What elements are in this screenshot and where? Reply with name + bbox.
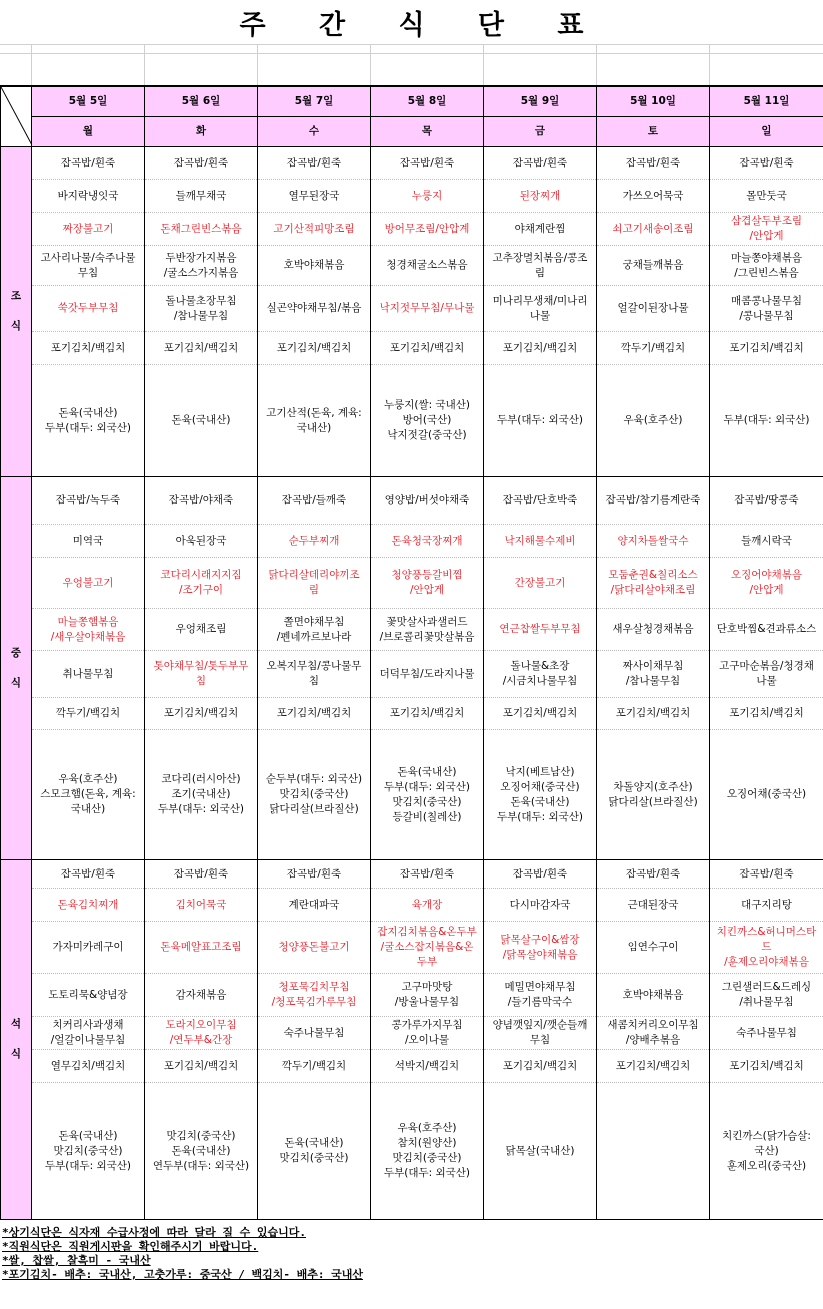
meal-label: 석 식: [1, 860, 32, 1220]
menu-item-cell: 도토리묵&양념장: [32, 974, 145, 1017]
menu-item-cell: 고구마맛탕 /방울나물무침: [371, 974, 484, 1017]
menu-row: [1, 286, 823, 332]
menu-item-cell: 포기김치/백김치: [32, 332, 145, 365]
date-cell: 5월 11일: [710, 87, 823, 117]
date-cell: 5월 10일: [597, 87, 710, 117]
day-cell: 금: [484, 117, 597, 147]
menu-item-cell: 포기김치/백김치: [258, 698, 371, 730]
origin-info-cell: 누룽지(쌀: 국내산) 방어(국산) 낙지젓갈(중국산): [371, 365, 484, 477]
menu-item-cell: 매콤콩나물무침 /콩나물무침: [710, 286, 823, 332]
menu-item-cell: 고사리나물/숙주나물 무침: [32, 246, 145, 286]
menu-item-cell: 잡곡밥/흰죽: [710, 147, 823, 180]
menu-item-cell: 고추장멸치볶음/콩조 림: [484, 246, 597, 286]
menu-item-cell: 오복지무침/콩나물무 침: [258, 651, 371, 698]
menu-item-cell: 바지락냉잇국: [32, 180, 145, 213]
menu-item-cell: 영양밥/버섯야채죽: [371, 477, 484, 525]
menu-item-cell: 톳야채무침/톳두부무 침: [145, 651, 258, 698]
menu-row: [1, 651, 823, 698]
origin-info-cell: 고기산적(돈육, 계육: 국내산): [258, 365, 371, 477]
menu-item-cell: 모둠춘권&칠리소스 /닭다리살야채조림: [597, 558, 710, 609]
menu-item-cell: 잡곡밥/흰죽: [371, 860, 484, 889]
date-cell: 5월 6일: [145, 87, 258, 117]
note-line: *포기김치- 배추: 국내산, 고춧가루: 중국산 / 백김치- 배추: 국내산: [2, 1268, 363, 1281]
menu-item-cell: 양념깻잎지/깻순들깨 무침: [484, 1017, 597, 1050]
menu-item-cell: 낙지젓무무침/무나물: [371, 286, 484, 332]
menu-item-cell: 고기산적피망조림: [258, 213, 371, 246]
menu-item-cell: 돌나물초장무침 /참나물무침: [145, 286, 258, 332]
menu-item-cell: 석박지/백김치: [371, 1050, 484, 1083]
date-cell: 5월 5일: [32, 87, 145, 117]
origin-info-cell: 돈육(국내산): [145, 365, 258, 477]
menu-item-cell: 청경채굴소스볶음: [371, 246, 484, 286]
menu-item-cell: 잡곡밥/흰죽: [484, 860, 597, 889]
menu-item-cell: 깍두기/백김치: [32, 698, 145, 730]
origin-info-cell: 맛김치(중국산) 돈육(국내산) 연두부(대두: 외국산): [145, 1083, 258, 1220]
origin-info-cell: 순두부(대두: 외국산) 맛김치(중국산) 닭다리살(브라질산): [258, 730, 371, 860]
menu-row: [1, 1017, 823, 1050]
menu-item-cell: 잡곡밥/땅콩죽: [710, 477, 823, 525]
menu-item-cell: 방어무조림/안압계: [371, 213, 484, 246]
date-cell: 5월 9일: [484, 87, 597, 117]
menu-item-cell: 잡곡밥/단호박죽: [484, 477, 597, 525]
menu-item-cell: 육개장: [371, 889, 484, 922]
origin-info-cell: 닭목살(국내산): [484, 1083, 597, 1220]
note-line: *상기식단은 식자재 수급사정에 따라 달라 질 수 있습니다.: [2, 1226, 306, 1239]
title-bar: [0, 0, 823, 45]
origin-info-cell: 돈육(국내산) 두부(대두: 외국산) 맛김치(중국산) 등갈비(칠레산): [371, 730, 484, 860]
menu-item-cell: 잡곡밥/흰죽: [258, 860, 371, 889]
menu-row: [1, 246, 823, 286]
meal-label: 조 식: [1, 147, 32, 477]
corner-cell: [1, 87, 32, 147]
menu-item-cell: 낙지해물수제비: [484, 525, 597, 558]
origin-info-cell: 우육(호주산): [597, 365, 710, 477]
origin-info-cell: 치킨까스(닭가슴살: 국산) 훈제오리(중국산): [710, 1083, 823, 1220]
menu-row: [1, 365, 823, 477]
menu-item-cell: 마늘쫑햄볶음 /새우살야채볶음: [32, 609, 145, 651]
menu-item-cell: 연근찹쌀두부무침: [484, 609, 597, 651]
menu-item-cell: 포기김치/백김치: [597, 698, 710, 730]
menu-row: [1, 730, 823, 860]
menu-item-cell: 포기김치/백김치: [484, 698, 597, 730]
menu-row: [1, 213, 823, 246]
menu-item-cell: 숙주나물무침: [258, 1017, 371, 1050]
menu-item-cell: 누룽지: [371, 180, 484, 213]
menu-item-cell: 잡곡밥/흰죽: [258, 147, 371, 180]
menu-item-cell: 잡곡밥/흰죽: [597, 147, 710, 180]
blank-spacer-rows: [0, 45, 823, 86]
menu-row: [1, 609, 823, 651]
menu-item-cell: 새우살청경채볶음: [597, 609, 710, 651]
menu-item-cell: 아욱된장국: [145, 525, 258, 558]
menu-item-cell: 취나물무침: [32, 651, 145, 698]
menu-item-cell: 돌나물&초장 /시금치나물무침: [484, 651, 597, 698]
note-line: *직원식단은 직원게시판을 확인해주시기 바랍니다.: [2, 1240, 259, 1253]
menu-row: [1, 922, 823, 974]
menu-item-cell: 포기김치/백김치: [258, 332, 371, 365]
menu-row: [1, 525, 823, 558]
menu-item-cell: 다시마감자국: [484, 889, 597, 922]
menu-item-cell: 우엉불고기: [32, 558, 145, 609]
menu-row: [1, 974, 823, 1017]
menu-item-cell: 숙주나물무침: [710, 1017, 823, 1050]
menu-item-cell: 열무된장국: [258, 180, 371, 213]
menu-item-cell: 감자채볶음: [145, 974, 258, 1017]
menu-item-cell: 포기김치/백김치: [484, 332, 597, 365]
day-cell: 일: [710, 117, 823, 147]
menu-item-cell: 닭다리살데리야끼조 림: [258, 558, 371, 609]
menu-item-cell: 잡곡밥/흰죽: [145, 147, 258, 180]
menu-item-cell: 돈육청국장찌개: [371, 525, 484, 558]
menu-item-cell: 된장찌개: [484, 180, 597, 213]
menu-item-cell: 열무김치/백김치: [32, 1050, 145, 1083]
menu-item-cell: 포기김치/백김치: [710, 332, 823, 365]
date-cell: 5월 8일: [371, 87, 484, 117]
menu-row: [1, 1050, 823, 1083]
menu-body: [1, 147, 823, 1220]
menu-item-cell: 대구지리탕: [710, 889, 823, 922]
note-line: *쌀, 찹쌀, 찰흑미 - 국내산: [2, 1254, 151, 1267]
menu-item-cell: 짜사이채무침 /참나물무침: [597, 651, 710, 698]
day-cell: 수: [258, 117, 371, 147]
menu-item-cell: 그린샐러드&드레싱 /취나물무침: [710, 974, 823, 1017]
menu-item-cell: 돈육김치찌개: [32, 889, 145, 922]
menu-item-cell: 몰만둣국: [710, 180, 823, 213]
day-cell: 월: [32, 117, 145, 147]
menu-item-cell: 쫄면야채무침 /펜네까르보나라: [258, 609, 371, 651]
menu-item-cell: 닭목살구이&쌈장 /닭목살야채볶음: [484, 922, 597, 974]
menu-row: [1, 332, 823, 365]
menu-item-cell: 잡곡밥/흰죽: [484, 147, 597, 180]
weekly-menu-table: [0, 86, 823, 1220]
menu-item-cell: 임연수구이: [597, 922, 710, 974]
menu-item-cell: 포기김치/백김치: [484, 1050, 597, 1083]
menu-item-cell: 오징어야채볶음 /안압게: [710, 558, 823, 609]
menu-item-cell: 실곤약야채무침/볶음: [258, 286, 371, 332]
day-cell: 토: [597, 117, 710, 147]
menu-item-cell: 호박야채볶음: [258, 246, 371, 286]
menu-item-cell: 잡곡밥/참기름계란죽: [597, 477, 710, 525]
origin-info-cell: [597, 1083, 710, 1220]
day-cell: 목: [371, 117, 484, 147]
origin-info-cell: 돈육(국내산) 맛김치(중국산) 두부(대두: 외국산): [32, 1083, 145, 1220]
menu-item-cell: 콩가루가지무침 /오이나물: [371, 1017, 484, 1050]
menu-row: [1, 889, 823, 922]
menu-item-cell: 고구마순볶음/청경채 나물: [710, 651, 823, 698]
menu-item-cell: 포기김치/백김치: [145, 332, 258, 365]
date-cell: 5월 7일: [258, 87, 371, 117]
menu-item-cell: 김치어묵국: [145, 889, 258, 922]
menu-item-cell: 치커리사과생채 /얼갈이나물무침: [32, 1017, 145, 1050]
menu-item-cell: 포기김치/백김치: [371, 332, 484, 365]
menu-item-cell: 잡지김치볶음&온두부 /굴소스잡지볶음&온 두부: [371, 922, 484, 974]
menu-item-cell: 잡곡밥/흰죽: [597, 860, 710, 889]
menu-row: [1, 1083, 823, 1220]
origin-info-cell: 두부(대두: 외국산): [484, 365, 597, 477]
menu-item-cell: 삼겹살두부조림 /안압게: [710, 213, 823, 246]
menu-item-cell: 잡곡밥/흰죽: [371, 147, 484, 180]
menu-item-cell: 잡곡밥/흰죽: [32, 147, 145, 180]
menu-item-cell: 포기김치/백김치: [710, 1050, 823, 1083]
menu-item-cell: 잡곡밥/흰죽: [710, 860, 823, 889]
menu-item-cell: 돈채그린빈스볶음: [145, 213, 258, 246]
origin-info-cell: 차돌양지(호주산) 닭다리살(브라질산): [597, 730, 710, 860]
day-header-row: [1, 117, 823, 147]
menu-item-cell: 마늘쫑야채볶음 /그린빈스볶음: [710, 246, 823, 286]
menu-item-cell: 짜장불고기: [32, 213, 145, 246]
menu-item-cell: 양지차돌쌀국수: [597, 525, 710, 558]
menu-item-cell: 돈육메알표고조림: [145, 922, 258, 974]
diagonal-line-icon: [1, 87, 32, 145]
menu-item-cell: 깍두기/백김치: [597, 332, 710, 365]
menu-item-cell: 포기김치/백김치: [371, 698, 484, 730]
menu-item-cell: 청포묵김치무침 /청포묵김가루무침: [258, 974, 371, 1017]
menu-row: [1, 180, 823, 213]
notes-section: [0, 1226, 823, 1282]
menu-row: [1, 147, 823, 180]
menu-item-cell: 코다리시래지지짐 /조기구이: [145, 558, 258, 609]
page-title: 주 간 식 단 표: [239, 9, 606, 41]
menu-item-cell: 잡곡밥/들깨죽: [258, 477, 371, 525]
origin-info-cell: 돈육(국내산) 두부(대두: 외국산): [32, 365, 145, 477]
menu-item-cell: 잡곡밥/흰죽: [32, 860, 145, 889]
menu-row: [1, 860, 823, 889]
origin-info-cell: 우육(호주산) 스모크햄(돈육, 계육: 국내산): [32, 730, 145, 860]
menu-item-cell: 들깨시락국: [710, 525, 823, 558]
menu-item-cell: 단호박찜&견과류소스: [710, 609, 823, 651]
menu-item-cell: 들깨무채국: [145, 180, 258, 213]
menu-item-cell: 야채계란찜: [484, 213, 597, 246]
menu-item-cell: 호박야채볶음: [597, 974, 710, 1017]
menu-item-cell: 치킨까스&허니머스타 드 /훈제오리야채볶음: [710, 922, 823, 974]
menu-item-cell: 근대된장국: [597, 889, 710, 922]
menu-item-cell: 미나리무생채/미나리 나물: [484, 286, 597, 332]
menu-item-cell: 쑥갓두부무침: [32, 286, 145, 332]
menu-item-cell: 새콤치커리오이무침 /양배추볶음: [597, 1017, 710, 1050]
menu-item-cell: 얼갈이된장나물: [597, 286, 710, 332]
menu-item-cell: 순두부찌개: [258, 525, 371, 558]
origin-info-cell: 오징어채(중국산): [710, 730, 823, 860]
menu-item-cell: 메밀면야채무침 /들기름막국수: [484, 974, 597, 1017]
origin-info-cell: 두부(대두: 외국산): [710, 365, 823, 477]
menu-item-cell: 더덕무침/도라지나물: [371, 651, 484, 698]
origin-info-cell: 돈육(국내산) 맛김치(중국산): [258, 1083, 371, 1220]
menu-item-cell: 가자미카레구이: [32, 922, 145, 974]
menu-item-cell: 포기김치/백김치: [145, 1050, 258, 1083]
origin-info-cell: 낙지(베트남산) 오징어채(중국산) 돈육(국내산) 두부(대두: 외국산): [484, 730, 597, 860]
menu-item-cell: 미역국: [32, 525, 145, 558]
menu-item-cell: 잡곡밥/흰죽: [145, 860, 258, 889]
meal-label: 중 식: [1, 477, 32, 860]
menu-item-cell: 도라지오이무침 /연두부&간장: [145, 1017, 258, 1050]
menu-item-cell: 청양풍등갈비찜 /안압게: [371, 558, 484, 609]
menu-row: [1, 558, 823, 609]
menu-item-cell: 청양풍돈불고기: [258, 922, 371, 974]
menu-item-cell: 잡곡밥/녹두죽: [32, 477, 145, 525]
menu-row: [1, 477, 823, 525]
menu-item-cell: 포기김치/백김치: [145, 698, 258, 730]
menu-item-cell: 꽃맛살사과샐러드 /브로콜리꽃맛살볶음: [371, 609, 484, 651]
menu-item-cell: 가쓰오어묵국: [597, 180, 710, 213]
origin-info-cell: 우육(호주산) 참치(원양산) 맛김치(중국산) 두부(대두: 외국산): [371, 1083, 484, 1220]
menu-item-cell: 깍두기/백김치: [258, 1050, 371, 1083]
date-header-row: [1, 87, 823, 117]
origin-info-cell: 코다리(러시아산) 조기(국내산) 두부(대두: 외국산): [145, 730, 258, 860]
menu-item-cell: 포기김치/백김치: [597, 1050, 710, 1083]
menu-item-cell: 포기김치/백김치: [710, 698, 823, 730]
menu-item-cell: 궁채들깨볶음: [597, 246, 710, 286]
menu-row: [1, 698, 823, 730]
menu-item-cell: 두반장가지볶음 /굴소스가지볶음: [145, 246, 258, 286]
day-cell: 화: [145, 117, 258, 147]
menu-item-cell: 계란대파국: [258, 889, 371, 922]
menu-item-cell: 우엉채조림: [145, 609, 258, 651]
menu-item-cell: 잡곡밥/야채죽: [145, 477, 258, 525]
menu-item-cell: 간장불고기: [484, 558, 597, 609]
menu-item-cell: 쇠고기새송이조림: [597, 213, 710, 246]
